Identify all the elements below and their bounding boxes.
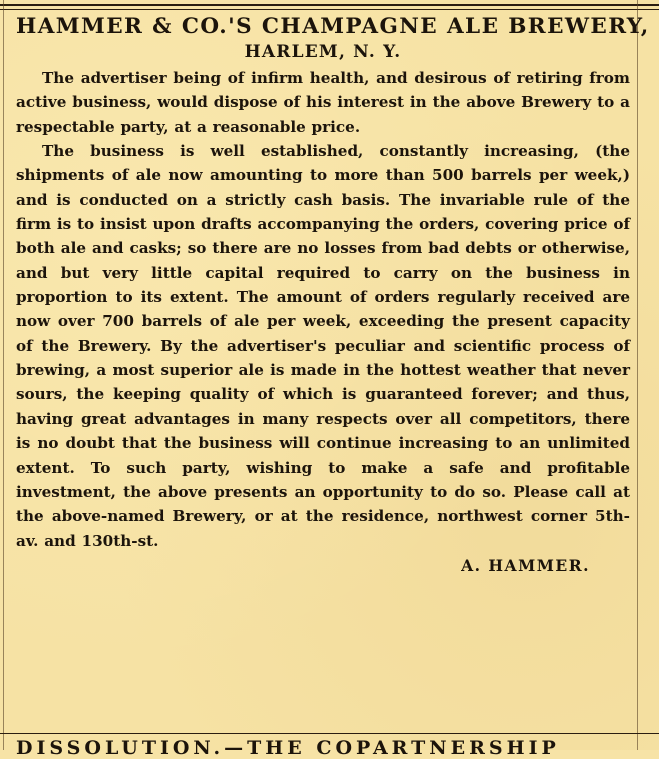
- right-column-edge: [637, 0, 638, 750]
- article-paragraph-2: The business is well established, constantly increasing, (the shipments of ale now amounting to more than 500 barrels per week,) and is conducted on a strictly cash basis. The invariable rule of the firm is to insist upon drafts accompanying the orders, covering price of both ale and casks; so there are no losses from bad debts or otherwise, and but very little capital required to carry on the business in proportion to its extent. The amount of orders regularly received are now over 700 barrels of ale per week, exceeding the present capacity of the Brewery. By the advertiser's peculiar and scientific process of brewing, a most superior ale is made in the hottest weather that never sours, the keeping quality of which is guaranteed forever; and thus, having great advantages in many respects over all competitors, there is no doubt that the business will continue increasing to an unlimited extent. To such party, wishing to make a safe and profitable investment, the above presents an opportunity to do so. Please call at the above-named Brewery, or at the residence, northwest corner 5th-av. and 130th-st.: [16, 142, 630, 550]
- left-column-edge: [3, 0, 4, 750]
- article-dateline: HARLEM, N. Y.: [244, 42, 402, 62]
- article-signature: A. HAMMER.: [461, 555, 590, 575]
- top-column-rule: [0, 4, 659, 10]
- article-paragraph-1: The advertiser being of infirm health, and desirous of retiring from active business, would dispose of his interest in the above Brewery to a respectable party, at a reasonable price.: [16, 69, 630, 136]
- next-article-heading: DISSOLUTION.—THE COPARTNERSHIP: [16, 737, 560, 759]
- advertisement-article: [16, 14, 650, 577]
- bottom-column-rule: [0, 733, 659, 734]
- article-headline: HAMMER & CO.'S CHAMPAGNE ALE BREWERY,: [16, 14, 650, 39]
